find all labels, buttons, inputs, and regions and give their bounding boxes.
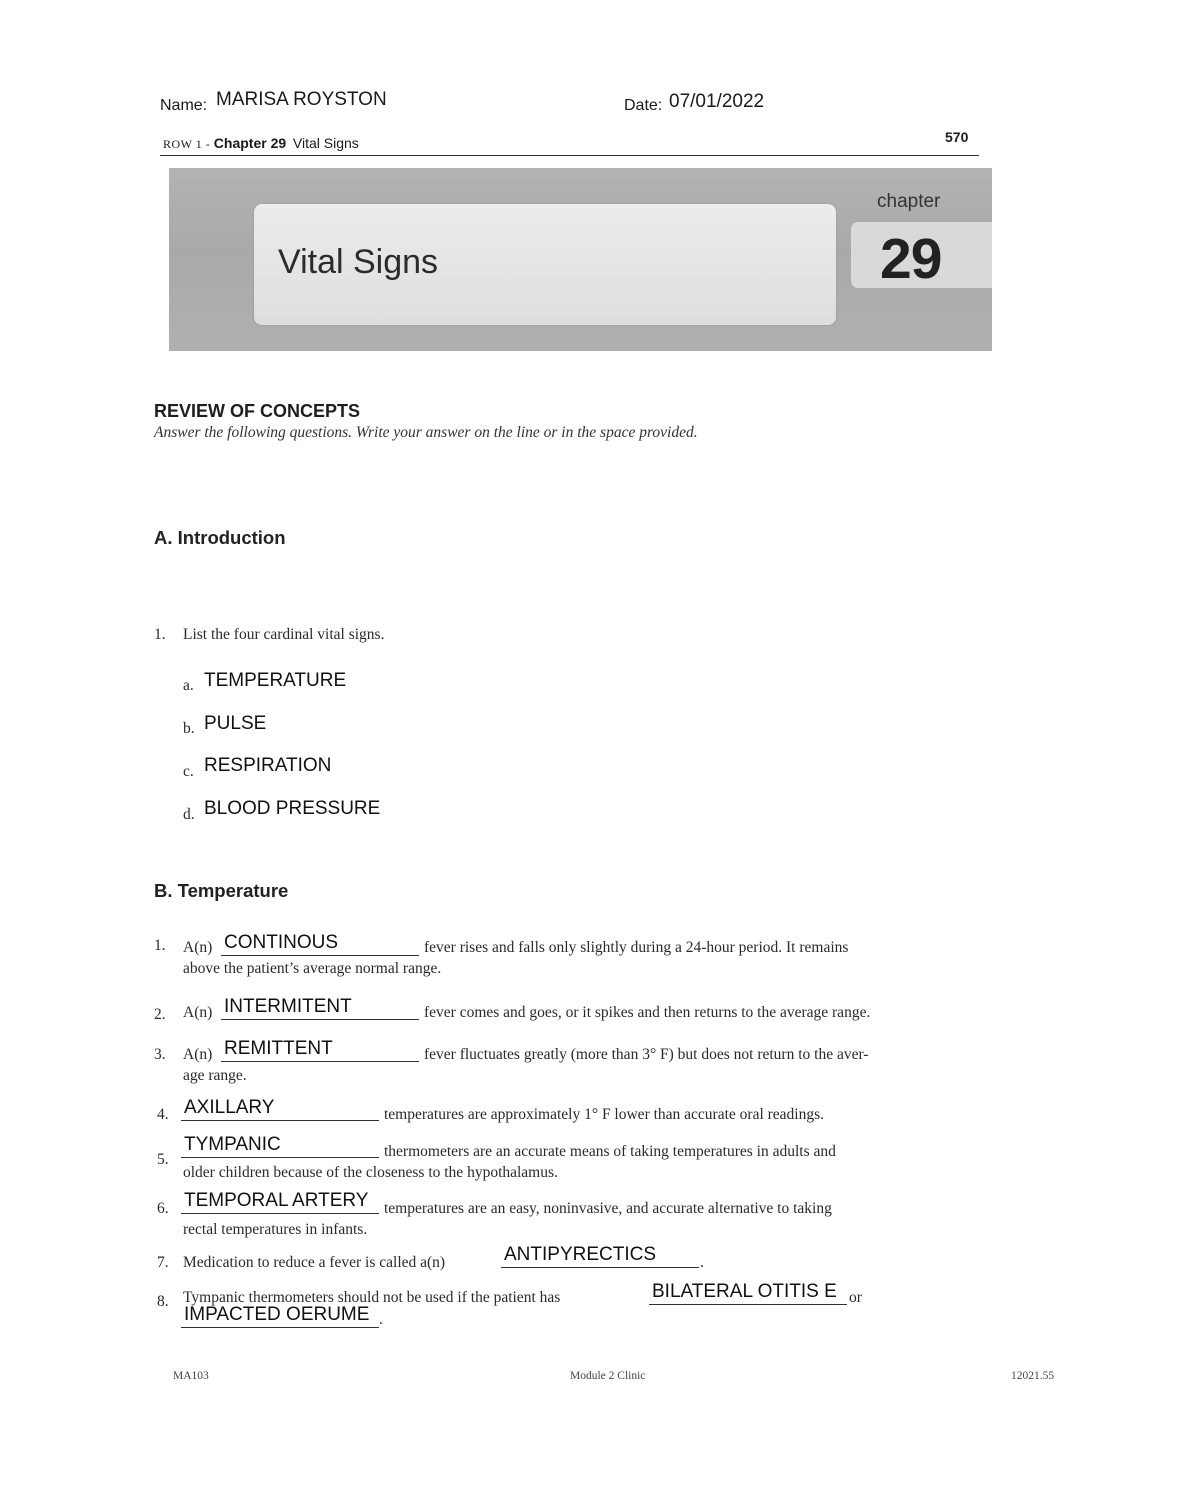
b-q5-text-line2: older children because of the closeness to the hypothalamus. bbox=[183, 1164, 558, 1181]
a-answer-a-letter: a. bbox=[183, 677, 194, 694]
b-q1-prefix: A(n) bbox=[183, 939, 213, 956]
b-q8-mid: or bbox=[849, 1289, 862, 1306]
a-answer-c-letter: c. bbox=[183, 763, 194, 780]
page-number: 570 bbox=[945, 129, 969, 145]
b-q7-answer-field[interactable]: ANTIPYRECTICS bbox=[501, 1244, 699, 1268]
a-answer-b-letter: b. bbox=[183, 720, 195, 737]
b-q6-answer-field[interactable]: TEMPORAL ARTERY bbox=[181, 1190, 379, 1214]
b-q7-prefix: Medication to reduce a fever is called a(n) bbox=[183, 1254, 446, 1271]
running-chapter: Chapter 29 bbox=[213, 135, 287, 151]
b-q6-text-line2: rectal temperatures in infants. bbox=[183, 1221, 368, 1238]
a-answer-d-field[interactable]: BLOOD PRESSURE bbox=[204, 798, 381, 819]
b-q4-answer-field[interactable]: AXILLARY bbox=[181, 1097, 379, 1121]
b-q3-answer-field[interactable]: REMITTENT bbox=[221, 1038, 419, 1062]
a-answer-b-field[interactable]: PULSE bbox=[204, 713, 267, 734]
b-q3-number: 3. bbox=[154, 1046, 166, 1063]
running-header bbox=[163, 135, 359, 152]
b-q7-number: 7. bbox=[157, 1254, 169, 1271]
b-q8-answer1-field[interactable]: BILATERAL OTITIS E bbox=[649, 1281, 847, 1305]
section-b-heading bbox=[154, 880, 288, 902]
b-q3-prefix: A(n) bbox=[183, 1046, 213, 1063]
b-q1-text-line2: above the patient’s average normal range. bbox=[183, 960, 442, 977]
b-q6-text-line1: temperatures are an easy, noninvasive, and accurate alternative to taking bbox=[384, 1200, 832, 1217]
chapter-number: 29 bbox=[880, 227, 942, 291]
b-q8-number: 8. bbox=[157, 1293, 169, 1310]
b-q3-text-line1: fever fluctuates greatly (more than 3° F) but does not return to the aver- bbox=[424, 1046, 869, 1063]
date-label: Date: bbox=[624, 97, 663, 114]
chapter-label: chapter bbox=[877, 191, 941, 212]
b-q5-answer-field[interactable]: TYMPANIC bbox=[181, 1134, 379, 1158]
footer-center: Module 2 Clinic bbox=[570, 1370, 646, 1382]
section-b-letter: B. bbox=[154, 880, 173, 901]
b-q2-text-line1: fever comes and goes, or it spikes and then returns to the average range. bbox=[424, 1004, 871, 1021]
review-instructions: Answer the following questions. Write your answer on the line or in the space provided. bbox=[154, 424, 698, 441]
name-label: Name: bbox=[160, 97, 208, 114]
b-q3-text-line2: age range. bbox=[183, 1067, 247, 1084]
section-a-letter: A. bbox=[154, 527, 173, 548]
a-answer-d-letter: d. bbox=[183, 806, 195, 823]
b-q8-suffix: . bbox=[379, 1311, 383, 1328]
header-rule bbox=[160, 155, 979, 156]
a-answer-a-field[interactable]: TEMPERATURE bbox=[204, 670, 347, 691]
b-q8-answer2-field[interactable]: IMPACTED OERUME bbox=[181, 1304, 379, 1328]
b-q1-number: 1. bbox=[154, 937, 166, 954]
b-q2-answer-field[interactable]: INTERMITENT bbox=[221, 996, 419, 1020]
b-q6-number: 6. bbox=[157, 1200, 169, 1217]
date-field[interactable]: 07/01/2022 bbox=[669, 91, 765, 112]
section-a-title: Introduction bbox=[177, 527, 286, 548]
section-a-heading bbox=[154, 527, 286, 549]
a-q1-text: List the four cardinal vital signs. bbox=[183, 626, 385, 643]
b-q1-answer-field[interactable]: CONTINOUS bbox=[221, 932, 419, 956]
b-q7-suffix: . bbox=[700, 1254, 704, 1271]
footer-left: MA103 bbox=[173, 1370, 209, 1382]
b-q5-text-line1: thermometers are an accurate means of taking temperatures in adults and bbox=[384, 1143, 836, 1160]
footer-right: 12021.55 bbox=[1011, 1370, 1055, 1382]
name-field[interactable]: MARISA ROYSTON bbox=[216, 89, 387, 110]
a-q1-number: 1. bbox=[154, 626, 166, 643]
b-q2-prefix: A(n) bbox=[183, 1004, 213, 1021]
b-q4-text-line1: temperatures are approximately 1° F lower than accurate oral readings. bbox=[384, 1106, 825, 1123]
b-q8-prefix: Tympanic thermometers should not be used if the patient has bbox=[183, 1289, 561, 1306]
section-b-title: Temperature bbox=[177, 880, 289, 901]
running-topic: Vital Signs bbox=[292, 135, 359, 151]
b-q1-text-line1: fever rises and falls only slightly during a 24-hour period. It remains bbox=[424, 939, 849, 956]
b-q2-number: 2. bbox=[154, 1006, 166, 1023]
a-answer-c-field[interactable]: RESPIRATION bbox=[204, 755, 332, 776]
b-q4-number: 4. bbox=[157, 1106, 169, 1123]
b-q5-number: 5. bbox=[157, 1151, 169, 1168]
running-prefix: ROW 1 - bbox=[163, 137, 214, 151]
review-heading: REVIEW OF CONCEPTS bbox=[154, 401, 361, 421]
chapter-title: Vital Signs bbox=[278, 243, 439, 281]
